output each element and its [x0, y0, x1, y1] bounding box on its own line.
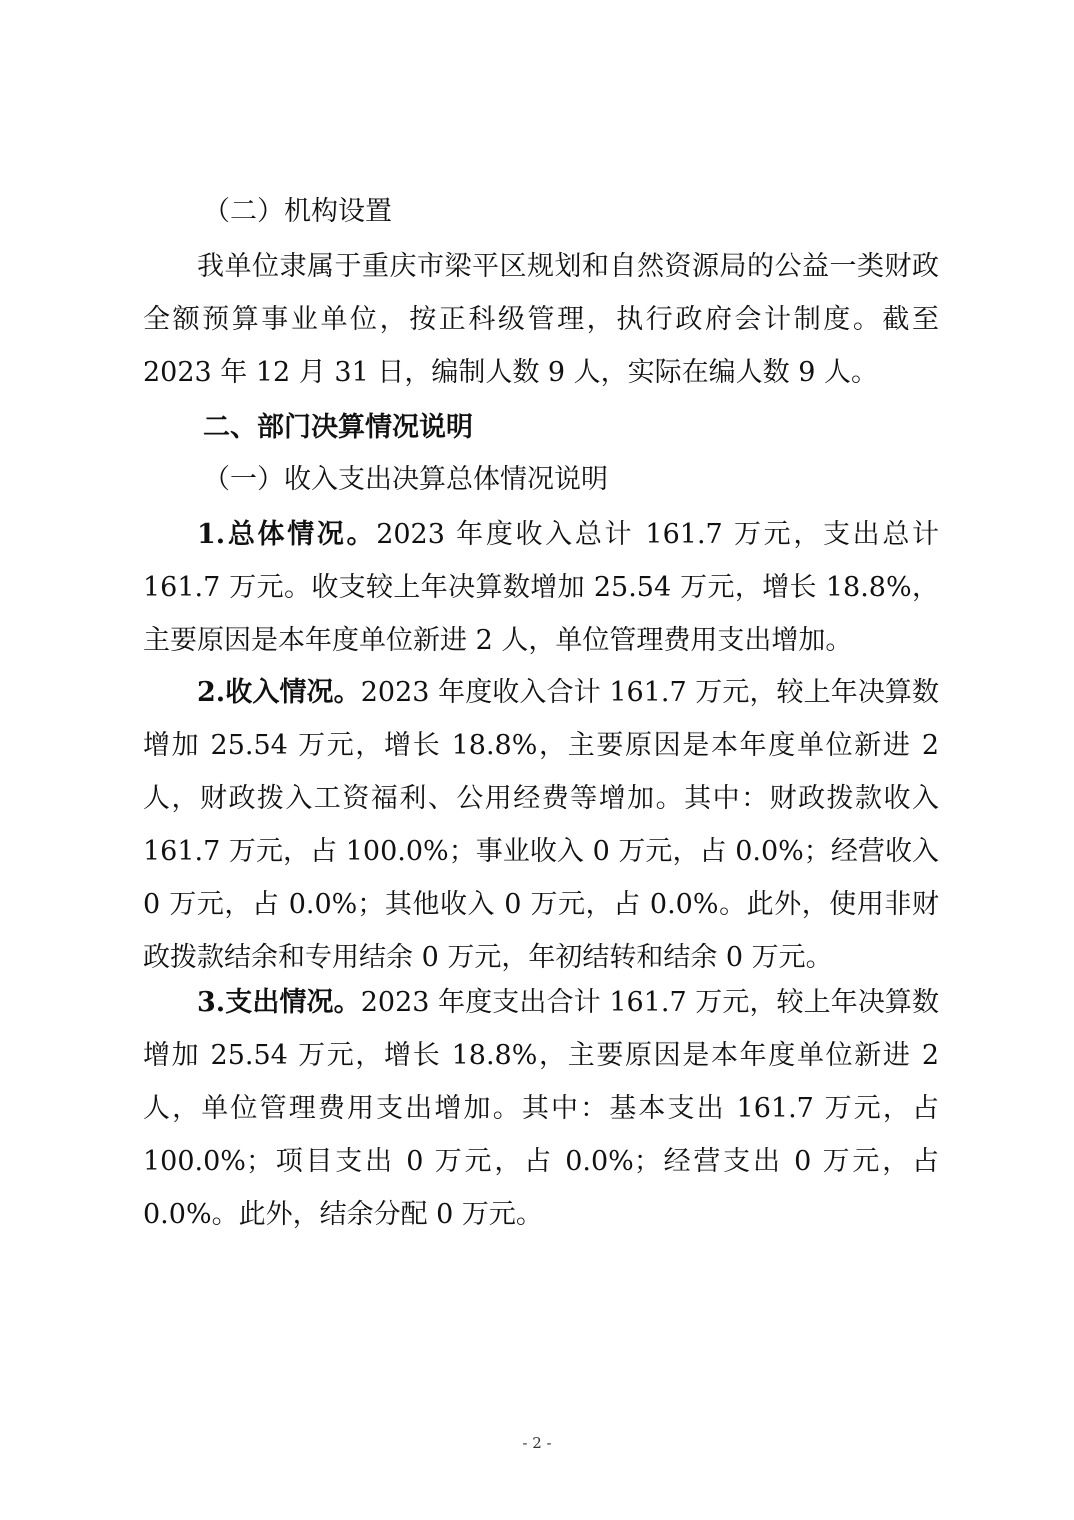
paragraph-overall — [143, 508, 939, 667]
page-number: - 2 - — [522, 1434, 552, 1452]
org-paragraph: 我单位隶属于重庆市梁平区规划和自然资源局的公益一类财政全额预算事业单位，按正科级管理，执行政府会计制度。截至 2023 年 12 月 31 日，编制人数 9 人，实际在编人数 9 人。 — [143, 251, 939, 388]
section-heading-final-accounts: 二、部门决算情况说明 — [203, 412, 473, 443]
paragraph-text: 2023 年度支出合计 161.7 万元，较上年决算数增加 25.54 万元，增长 18.8%，主要原因是本年度单位新进 2 人，单位管理费用支出增加。其中：基本支出 161.7 万元，占 100.0%；项目支出 0 万元，占 0.0%；经营支出 0 万元，占 0.0%。此外，结余分配 0 万元。 — [143, 987, 940, 1230]
paragraph-expenditure — [143, 976, 939, 1241]
paragraph-text: 2023 年度收入总计 161.7 万元，支出总计 161.7 万元。收支较上年决算数增加 25.54 万元，增长 18.8%，主要原因是本年度单位新进 2 人，单位管理费用支出增加。 — [143, 519, 939, 656]
paragraph-lead: 2.收入情况。 — [197, 677, 361, 708]
paragraph-lead: 3.支出情况。 — [197, 987, 361, 1018]
paragraph-income — [143, 666, 939, 984]
subsection-heading-overall: （一）收入支出决算总体情况说明 — [203, 464, 608, 495]
section-heading-org: （二）机构设置 — [203, 196, 392, 227]
paragraph-lead: 1.总体情况。 — [197, 519, 377, 550]
paragraph-text: 2023 年度收入合计 161.7 万元，较上年决算数增加 25.54 万元，增长 18.8%，主要原因是本年度单位新进 2 人，财政拨入工资福利、公用经费等增加。其中：财政拨款收入 161.7 万元，占 100.0%；事业收入 0 万元，占 0.0%；经营收入 0 万元，占 0.0%；其他收入 0 万元，占 0.0%。此外，使用非财政拨款结余和专用结余 0 万元，年初结转和结余 0 万元。 — [143, 677, 940, 973]
